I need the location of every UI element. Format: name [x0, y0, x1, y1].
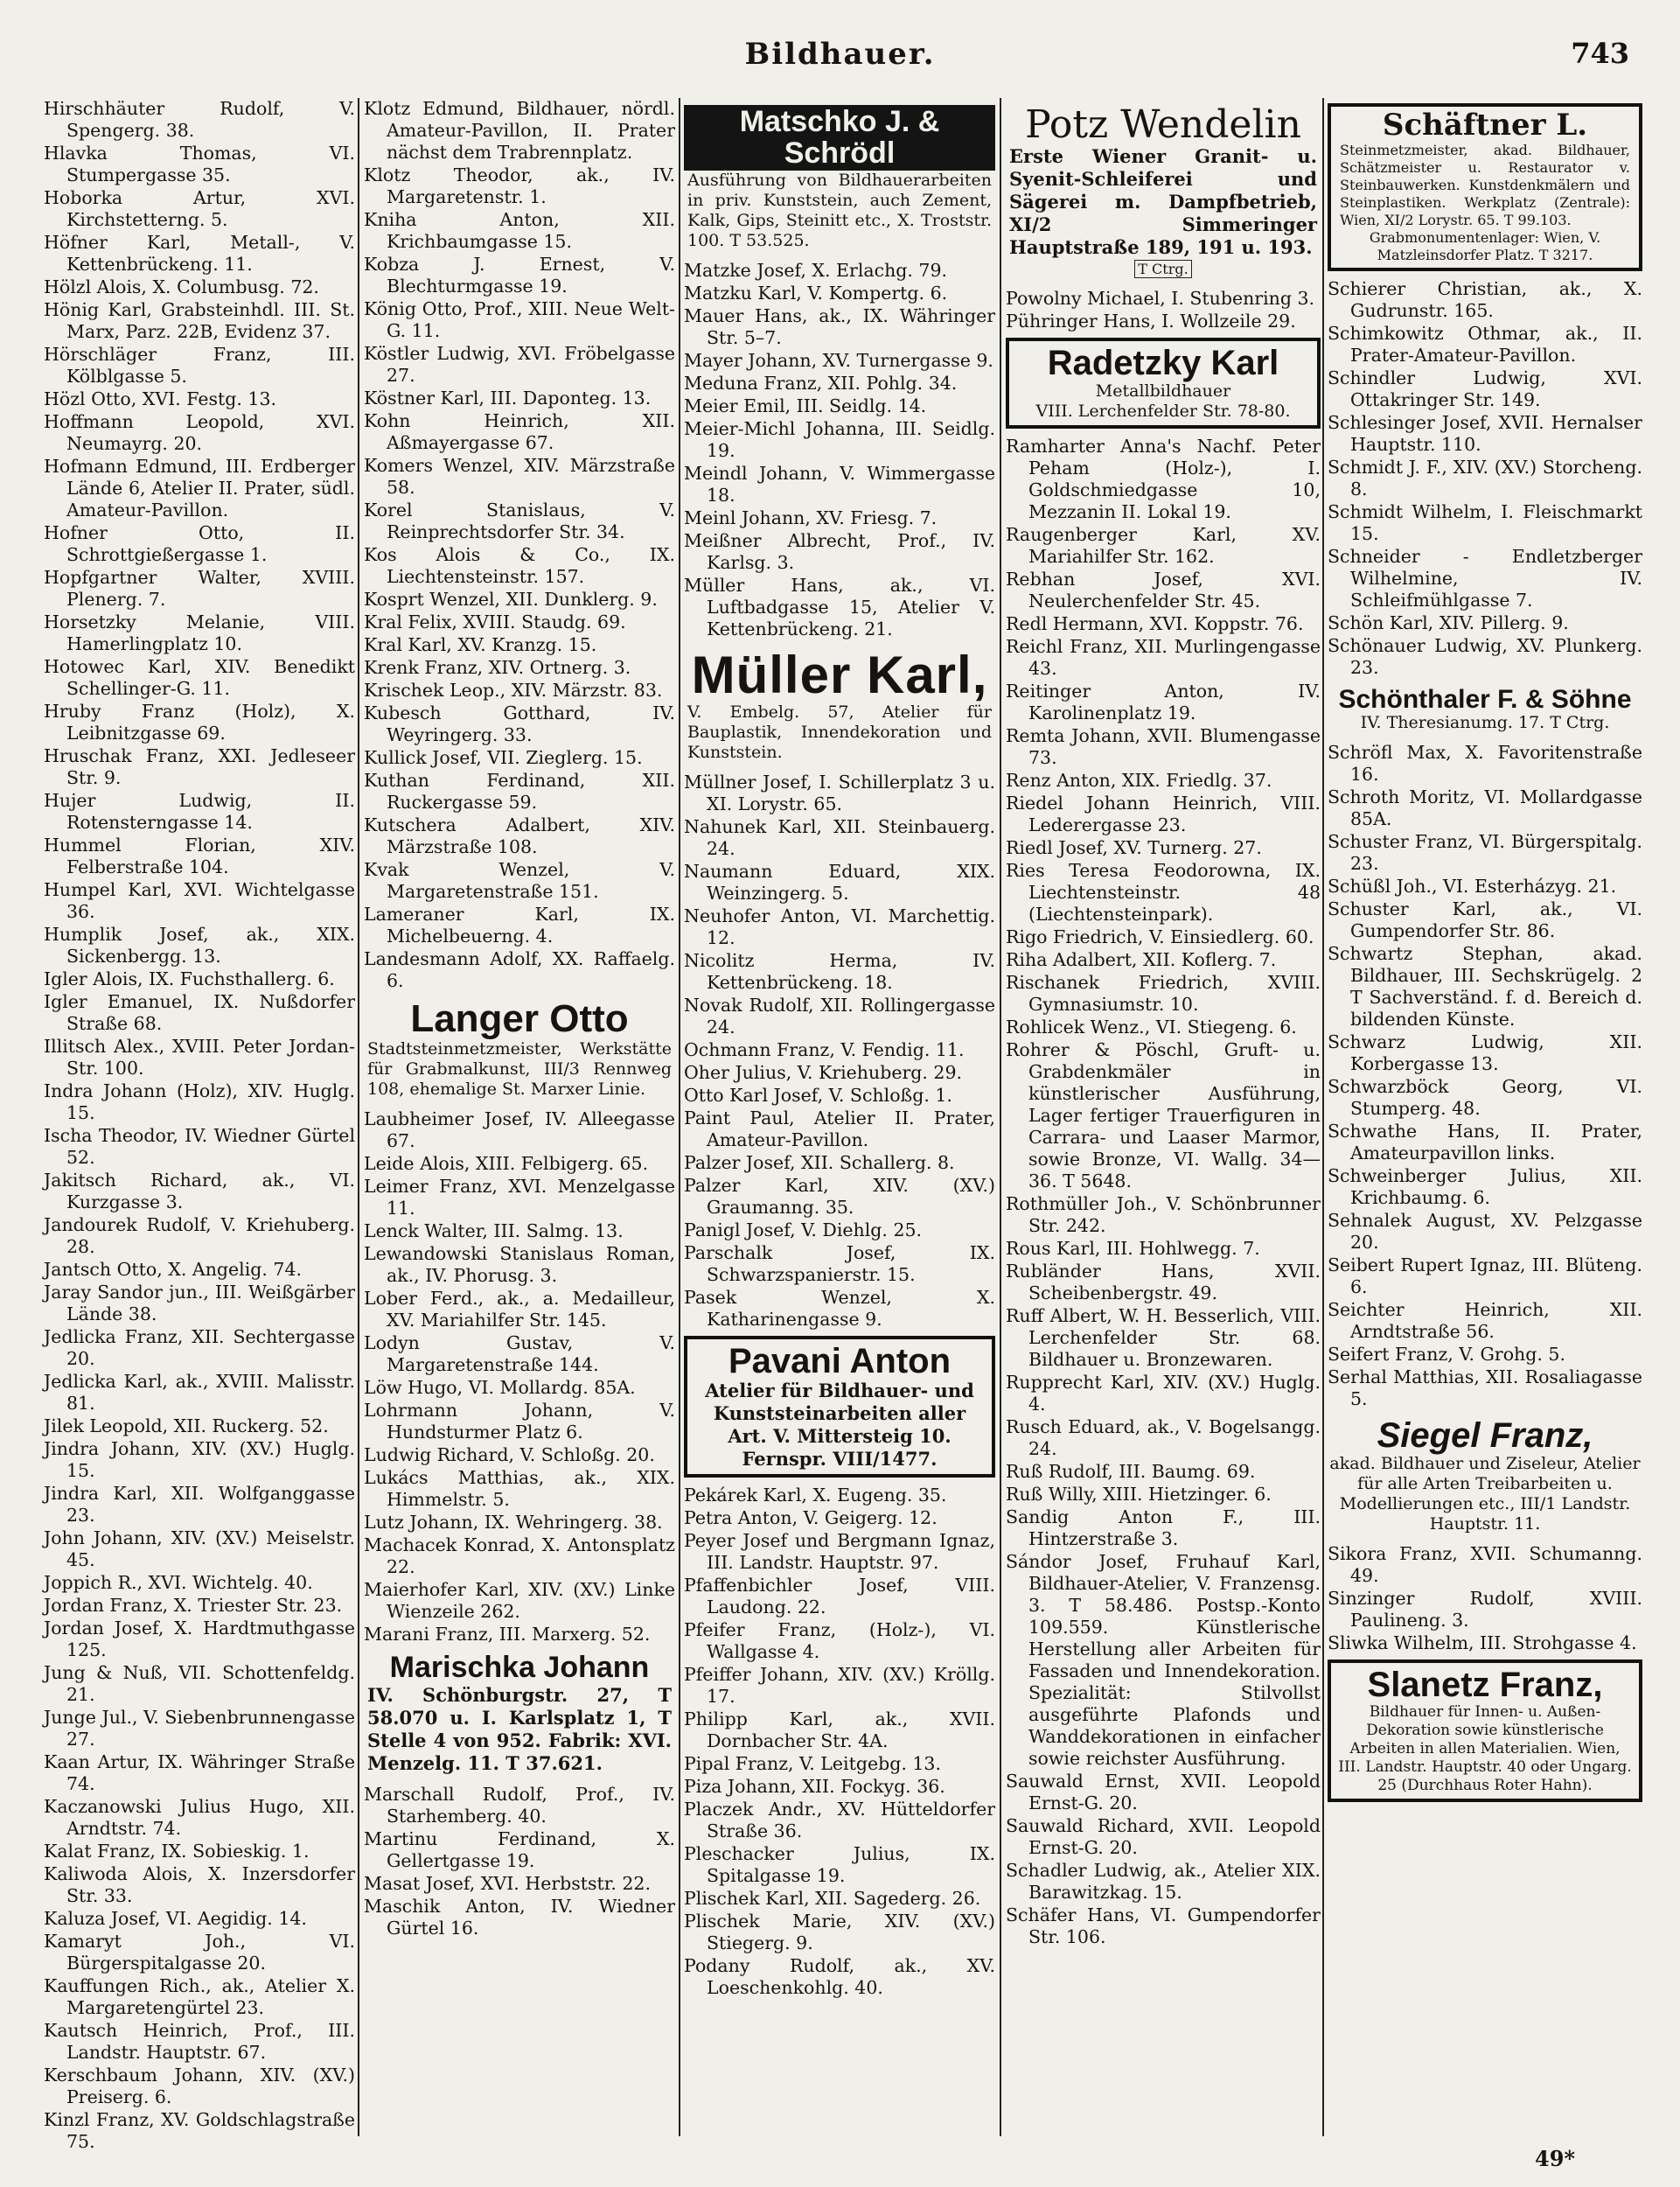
directory-entry: Kuthan Ferdinand, XII. Ruckergasse 59. [364, 770, 675, 813]
directory-entry: Sauwald Ernst, XVII. Leopold Ernst-G. 20. [1006, 1771, 1321, 1814]
ad-name: Slanetz Franz, [1367, 1666, 1603, 1705]
ad-radetzky-karl [1006, 338, 1321, 429]
directory-entry: Rous Karl, III. Hohlwegg. 7. [1006, 1238, 1260, 1260]
directory-entry: Rupprecht Karl, XIV. (XV.) Huglg. 4. [1006, 1372, 1321, 1415]
ad-pavani-anton [684, 1336, 995, 1478]
column-divider [1000, 98, 1001, 2136]
directory-entry: Hirschhäuter Rudolf, V. Spengerg. 38. [44, 98, 355, 141]
directory-entry: Kautsch Heinrich, Prof., III. Landstr. Hauptstr. 67. [44, 2020, 355, 2063]
directory-entry: Naumann Eduard, XIX. Weinzingerg. 5. [684, 861, 995, 905]
directory-entry: Kral Felix, XVIII. Staudg. 69. [364, 611, 626, 632]
directory-entry: Sehnalek August, XV. Pelzgasse 20. [1328, 1210, 1642, 1254]
directory-entry: Serhal Matthias, XII. Rosaliagasse 5. [1328, 1366, 1642, 1410]
ad-name: Pavani Anton [728, 1342, 952, 1381]
directory-entry: Klotz Theodor, ak., IV. Margaretenstr. 1. [364, 164, 675, 207]
ad-matschko [684, 103, 995, 253]
directory-entry: Kutschera Adalbert, XIV. Märzstraße 108. [364, 814, 675, 857]
directory-entry: Schön Karl, XIV. Pillerg. 9. [1328, 611, 1569, 633]
directory-entry: Jindra Johann, XIV. (XV.) Huglg. 15. [44, 1438, 355, 1481]
directory-entry: Schindler Ludwig, XVI. Ottakringer Str. 149. [1328, 367, 1642, 410]
directory-entry: Hoffmann Leopold, XVI. Neumayrg. 20. [44, 411, 355, 454]
directory-entry: Otto Karl Josef, V. Schloßg. 1. [684, 1085, 952, 1107]
directory-entry: Jung & Nuß, VII. Schottenfeldg. 21. [44, 1662, 355, 1705]
directory-entry: Schwarz Ludwig, XII. Korbergasse 13. [1328, 1031, 1642, 1075]
entry-list [684, 1485, 995, 1999]
directory-entry: Jantsch Otto, X. Angelig. 74. [44, 1259, 303, 1280]
directory-entry: Machacek Konrad, X. Antonsplatz 22. [364, 1534, 675, 1578]
directory-entry: Igler Emanuel, IX. Nußdorfer Straße 68. [44, 991, 355, 1034]
directory-entry: Rohlicek Wenz., VI. Stiegeng. 6. [1006, 1017, 1297, 1038]
directory-entry: Lukács Matthias, ak., XIX. Himmelstr. 5. [364, 1467, 675, 1511]
directory-entry: Maierhofer Karl, XIV. (XV.) Linke Wienzeile 262. [364, 1579, 675, 1623]
ad-text: IV. Theresianumg. 17. T Ctrg. [1360, 713, 1610, 733]
directory-entry: Remta Johann, XVII. Blumengasse 73. [1006, 725, 1321, 769]
directory-entry: Schmidt Wilhelm, I. Fleischmarkt 15. [1328, 500, 1642, 544]
directory-entry: Kalat Franz, IX. Sobieskig. 1. [44, 1841, 310, 1862]
directory-entry: Krischek Leop., XIV. Märzstr. 83. [364, 680, 663, 701]
ad-name: Langer Otto [410, 997, 629, 1040]
directory-entry: Kohn Heinrich, XII. Aßmayergasse 67. [364, 410, 675, 453]
signature-mark: 49* [1535, 2146, 1575, 2171]
page-title: Bildhauer. [744, 37, 936, 72]
directory-entry: Lenck Walter, III. Salmg. 13. [364, 1220, 624, 1242]
directory-entry: Neuhofer Anton, VI. Marchettig. 12. [684, 905, 995, 949]
directory-entry: Seifert Franz, V. Grohg. 5. [1328, 1344, 1565, 1366]
ad-text: Stadtsteinmetzmeister, Werkstätte für Grabmalkunst, III/3 Rennweg 108, ehemalige St. Marxer Linie. [367, 1039, 672, 1100]
column-5 [1328, 98, 1642, 2136]
directory-entry: Philipp Karl, ak., XVII. Dornbacher Str. 4A. [684, 1708, 995, 1752]
directory-entry: Matzke Josef, X. Erlachg. 79. [684, 260, 948, 282]
directory-entry: Plischek Karl, XII. Sagederg. 26. [684, 1888, 981, 1910]
column-1 [44, 98, 355, 2152]
directory-entry: Hörschläger Franz, III. Kölblgasse 5. [44, 344, 355, 387]
directory-entry: Kullick Josef, VII. Zieglerg. 15. [364, 747, 643, 768]
directory-entry: Jilek Leopold, XII. Ruckerg. 52. [44, 1415, 329, 1436]
directory-entry: Pekárek Karl, X. Eugeng. 35. [684, 1485, 947, 1506]
directory-entry: Hotowec Karl, XIV. Benedikt Schellinger-G. 11. [44, 656, 355, 699]
directory-entry: Schüßl Joh., VI. Esterházyg. 21. [1328, 876, 1617, 898]
directory-entry: Marani Franz, III. Marxerg. 52. [364, 1624, 651, 1645]
directory-entry: Palzer Josef, XII. Schallerg. 8. [684, 1152, 955, 1174]
directory-entry: Leimer Franz, XVI. Menzelgasse 11. [364, 1176, 675, 1219]
directory-entry: Redl Hermann, XVI. Koppstr. 76. [1006, 613, 1304, 635]
directory-entry: Hujer Ludwig, II. Rotensterngasse 14. [44, 790, 355, 833]
directory-entry: Lutz Johann, IX. Wehringerg. 38. [364, 1512, 663, 1534]
directory-entry: Schäfer Hans, VI. Gumpendorfer Str. 106. [1006, 1904, 1321, 1948]
directory-entry: Jindra Karl, XII. Wolfganggasse 23. [44, 1483, 355, 1526]
directory-entry: Kerschbaum Johann, XIV. (XV.) Preiserg. 6. [44, 2065, 355, 2107]
directory-entry: Meier Emil, III. Seidlg. 14. [684, 395, 927, 417]
directory-entry: Schweinberger Julius, XII. Krichbaumg. 6. [1328, 1165, 1642, 1209]
directory-entry: Pfaffenbichler Josef, VIII. Laudong. 22. [684, 1575, 995, 1618]
directory-entry: Novak Rudolf, XII. Rollingergasse 24. [684, 995, 995, 1038]
directory-entry: Maschik Anton, IV. Wiedner Gürtel 16. [364, 1895, 675, 1939]
directory-entry: Schmidt J. F., XIV. (XV.) Storcheng. 8. [1328, 456, 1642, 500]
directory-entry: Sandig Anton F., III. Hintzerstraße 3. [1006, 1506, 1321, 1550]
column-divider [358, 98, 359, 2136]
column-divider [1322, 98, 1324, 2136]
entry-list [1328, 742, 1642, 1410]
directory-entry: Lober Ferd., ak., a. Medailleur, XV. Mariahilfer Str. 145. [364, 1288, 675, 1331]
ad-mueller-karl [684, 646, 995, 765]
directory-entry: Ruß Willy, XIII. Hietzinger. 6. [1006, 1484, 1272, 1506]
directory-entry: Löw Hugo, VI. Mollardg. 85A. [364, 1377, 636, 1399]
ad-slanetz-franz [1328, 1659, 1642, 1802]
directory-entry: Kaluza Josef, VI. Aegidig. 14. [44, 1908, 307, 1929]
directory-entry: Schadler Ludwig, ak., Atelier XIX. Barawitzkag. 15. [1006, 1860, 1321, 1904]
directory-entry: Joppich R., XVI. Wichtelg. 40. [44, 1572, 313, 1593]
directory-entry: Jaray Sandor jun., III. Weißgärber Lände 38. [44, 1282, 355, 1324]
directory-entry: Panigl Josef, V. Diehlg. 25. [684, 1219, 923, 1241]
ad-sub: Grabmonumentenlager: Wien, V. Matzleinsdorfer Platz. T 3217. [1369, 228, 1601, 263]
directory-entry: Kamaryt Joh., VI. Bürgerspitalgasse 20. [44, 1931, 355, 1974]
directory-entry: Kobza J. Ernest, V. Blechturmgasse 19. [364, 254, 675, 297]
directory-entry: Rohrer & Pöschl, Gruft- u. Grabdenkmäler in künstlerischer Ausführung, Lager fertiger Trauerfiguren in Carrara- und Laaser Marmor, sowie Bronze, VI. Wallg. 34—36. T 5648. [1006, 1039, 1321, 1192]
directory-entry: Igler Alois, IX. Fuchsthallerg. 6. [44, 968, 335, 989]
directory-entry: Mauer Hans, ak., IX. Währinger Str. 5–7. [684, 305, 995, 349]
directory-entry: Kaliwoda Alois, X. Inzersdorfer Str. 33. [44, 1863, 355, 1906]
directory-entry: Pleschacker Julius, IX. Spitalgasse 19. [684, 1843, 995, 1887]
column-divider [679, 98, 680, 2136]
entry-list [364, 1784, 675, 1939]
directory-entry: Kaczanowski Julius Hugo, XII. Arndtstr. 74. [44, 1796, 355, 1839]
directory-entry: Hofner Otto, II. Schrottgießergasse 1. [44, 522, 355, 565]
directory-entry: Klotz Edmund, Bildhauer, nördl. Amateur-Pavillon, II. Prater nächst dem Trabrennplatz. [364, 98, 675, 163]
entry-list [1006, 436, 1321, 1948]
ad-name: Müller Karl, [691, 646, 988, 705]
directory-entry: Kniha Anton, XII. Krichbaumgasse 15. [364, 209, 675, 252]
directory-entry: Kvak Wenzel, V. Margaretenstraße 151. [364, 859, 675, 902]
directory-entry: Korel Stanislaus, V. Reinprechtsdorfer Str. 34. [364, 500, 675, 542]
directory-entry: Piza Johann, XII. Fockyg. 36. [684, 1776, 945, 1798]
directory-entry: Schönauer Ludwig, XV. Plunkerg. 23. [1328, 634, 1642, 678]
directory-entry: Illitsch Alex., XVIII. Peter Jordan-Str. 100. [44, 1036, 355, 1079]
ad-tel: T Ctrg. [1134, 260, 1191, 278]
directory-entry: Pipal Franz, V. Leitgebg. 13. [684, 1753, 941, 1775]
directory-entry: Reichl Franz, XII. Murlingengasse 43. [1006, 636, 1321, 680]
directory-entry: Komers Wenzel, XIV. Märzstraße 58. [364, 455, 675, 498]
entry-list [1328, 278, 1642, 679]
directory-entry: Rusch Eduard, ak., V. Bogelsangg. 24. [1006, 1416, 1321, 1460]
ad-text: Steinmetzmeister, akad. Bildhauer, Schätzmeister u. Restaurator v. Steinbauwerken. Kunstdenkmälern und Steinplastiken. Werkplatz (Zentrale): Wien, XI/2 Lorystr. 65. T 99.103. [1340, 141, 1630, 228]
directory-entry: Krenk Franz, XIV. Ortnerg. 3. [364, 657, 631, 678]
directory-entry: Hofmann Edmund, III. Erdberger Lände 6, Atelier II. Prater, südl. Amateur-Pavillon. [44, 456, 355, 521]
directory-entry: Lohrmann Johann, V. Hundsturmer Platz 6. [364, 1400, 675, 1443]
directory-entry: Müller Hans, ak., VI. Luftbadgasse 15, Atelier V. Kettenbrückeng. 21. [684, 575, 995, 640]
directory-entry: Pfeiffer Johann, XIV. (XV.) Kröllg. 17. [684, 1664, 995, 1708]
directory-entry: Rigo Friedrich, V. Einsiedlerg. 60. [1006, 926, 1314, 948]
directory-entry: Höfner Karl, Metall-, V. Kettenbrückeng. 11. [44, 232, 355, 275]
directory-entry: Schlesinger Josef, XVII. Hernalser Hauptstr. 110. [1328, 411, 1642, 455]
ad-siegel-franz [1328, 1415, 1642, 1536]
directory-entry: Jedlicka Karl, ak., XVIII. Malisstr. 81. [44, 1371, 355, 1414]
ad-name: Schönthaler F. & Söhne [1338, 684, 1632, 714]
directory-entry: Powolny Michael, I. Stubenring 3. [1006, 288, 1315, 310]
directory-entry: Matzku Karl, V. Kompertg. 6. [684, 283, 948, 304]
ad-phone: Fernspr. VIII/1477. [742, 1448, 938, 1471]
directory-entry: Sinzinger Rudolf, XVIII. Paulineng. 3. [1328, 1588, 1642, 1632]
directory-entry: Sliwka Wilhelm, III. Strohgasse 4. [1328, 1632, 1637, 1654]
page-number: 743 [1571, 37, 1629, 70]
ad-name: Matschko J. & Schrödl [684, 105, 995, 171]
directory-entry: Kosprt Wenzel, XII. Dunklerg. 9. [364, 589, 658, 610]
directory-entry: Hlavka Thomas, VI. Stumpergasse 35. [44, 143, 355, 185]
directory-entry: Kos Alois & Co., IX. Liechtensteinstr. 157. [364, 544, 675, 587]
directory-entry: Hruschak Franz, XXI. Jedleseer Str. 9. [44, 745, 355, 788]
directory-entry: Rubländer Hans, XVII. Scheibenbergstr. 49. [1006, 1261, 1321, 1304]
entry-list [364, 98, 675, 992]
directory-entry: Kinzl Franz, XV. Goldschlagstraße 75. [44, 2109, 355, 2152]
directory-entry: Podany Rudolf, ak., XV. Loeschenkohlg. 40. [684, 1955, 995, 1999]
directory-entry: Meduna Franz, XII. Pohlg. 34. [684, 373, 958, 395]
directory-entry: Riedel Johann Heinrich, VIII. Lederergasse 23. [1006, 793, 1321, 836]
entry-list [684, 772, 995, 1331]
directory-entry: Rebhan Josef, XVI. Neulerchenfelder Str. 45. [1006, 569, 1321, 612]
directory-entry: Ludwig Richard, V. Schloßg. 20. [364, 1444, 655, 1466]
directory-entry: Leide Alois, XIII. Felbigerg. 65. [364, 1153, 649, 1175]
directory-entry: Hoborka Artur, XVI. Kirchstetterng. 5. [44, 187, 355, 230]
ad-line2: VIII. Lerchenfelder Str. 78-80. [1035, 402, 1291, 422]
directory-entry: Schwathe Hans, II. Prater, Amateurpavillon links. [1328, 1121, 1642, 1164]
ad-potz-wendelin [1006, 103, 1321, 281]
directory-entry: Meinl Johann, XV. Friesg. 7. [684, 507, 938, 529]
directory-entry: Humplik Josef, ak., XIX. Sickenbergg. 13. [44, 924, 355, 967]
directory-entry: Pasek Wenzel, X. Katharinengasse 9. [684, 1287, 995, 1331]
directory-entry: Lodyn Gustav, V. Margaretenstraße 144. [364, 1332, 675, 1376]
directory-entry: Lewandowski Stanislaus Roman, ak., IV. Phorusg. 3. [364, 1243, 675, 1287]
directory-entry: Plischek Marie, XIV. (XV.) Stiegerg. 9. [684, 1911, 995, 1954]
directory-entry: Marschall Rudolf, Prof., IV. Starhemberg. 40. [364, 1783, 675, 1827]
ad-text: Atelier für Bildhauer- und Kunststeinarbeiten aller Art. V. Mittersteig 10. [705, 1380, 974, 1448]
directory-entry: Laubheimer Josef, IV. Alleegasse 67. [364, 1108, 675, 1152]
ad-text: Ausführung von Bildhauerarbeiten in priv. Kunststein, auch Zement, Kalk, Gips, Steinitt etc., X. Troststr. 100. T 53.525. [687, 171, 992, 251]
directory-entry: John Johann, XIV. (XV.) Meiselstr. 45. [44, 1527, 355, 1570]
directory-entry: Schuster Karl, ak., VI. Gumpendorfer Str. 86. [1328, 898, 1642, 942]
directory-entry: Sauwald Richard, XVII. Leopold Ernst-G. 20. [1006, 1815, 1321, 1859]
directory-entry: Jedlicka Franz, XII. Sechtergasse 20. [44, 1326, 355, 1369]
directory-entry: Schröfl Max, X. Favoritenstraße 16. [1328, 742, 1642, 786]
directory-entry: Parschalk Josef, IX. Schwarzspanierstr. 15. [684, 1242, 995, 1286]
directory-entry: Nicolitz Herma, IV. Kettenbrückeng. 18. [684, 950, 995, 994]
directory-entry: Hummel Florian, XIV. Felberstraße 104. [44, 835, 355, 877]
directory-entry: Renz Anton, XIX. Friedlg. 37. [1006, 770, 1272, 792]
entry-list [1328, 1543, 1642, 1654]
ad-name: Radetzky Karl [1047, 344, 1279, 383]
directory-entry: Sikora Franz, XVII. Schumanng. 49. [1328, 1543, 1642, 1587]
ad-name: Potz Wendelin [1025, 102, 1301, 147]
column-3 [684, 98, 995, 2136]
directory-entry: Martinu Ferdinand, X. Gellertgasse 19. [364, 1827, 675, 1871]
directory-entry: Schroth Moritz, VI. Mollardgasse 85A. [1328, 786, 1642, 830]
directory-entry: Oher Julius, V. Kriehuberg. 29. [684, 1062, 963, 1084]
ad-schaeftner [1328, 103, 1642, 271]
ad-line1: Metallbildhauer [1095, 381, 1231, 402]
ad-marischka-johann [364, 1651, 675, 1777]
directory-entry: Jandourek Rudolf, V. Kriehuberg. 28. [44, 1214, 355, 1257]
entry-list [1006, 288, 1321, 332]
directory-entry: Schierer Christian, ak., X. Gudrunstr. 165. [1328, 277, 1642, 321]
directory-entry: Paint Paul, Atelier II. Prater, Amateur-Pavillon. [684, 1107, 995, 1151]
directory-entry: Ries Teresa Feodorowna, IX. Liechtensteinstr. 48 (Liechtensteinpark). [1006, 860, 1321, 926]
directory-entry: Schneider - Endletzberger Wilhelmine, IV. Schleifmühlgasse 7. [1328, 545, 1642, 611]
directory-entry: Schwartz Stephan, akad. Bildhauer, III. Sechskrügelg. 2 T Sachverständ. f. d. Bereich d. bildenden Künste. [1328, 943, 1642, 1031]
directory-entry: Meindl Johann, V. Wimmergasse 18. [684, 463, 995, 507]
ad-name: Siegel Franz, [1377, 1416, 1593, 1456]
directory-entry: Kaan Artur, IX. Währinger Straße 74. [44, 1751, 355, 1794]
column-2 [364, 98, 675, 2136]
directory-entry: Köstner Karl, III. Daponteg. 13. [364, 388, 652, 409]
directory-entry: Meier-Michl Johanna, III. Seidlg. 19. [684, 418, 995, 462]
directory-entry: Jordan Josef, X. Hardtmuthgasse 125. [44, 1618, 355, 1660]
directory-entry: Lameraner Karl, IX. Michelbeuerng. 4. [364, 904, 675, 947]
directory-entry: Masat Josef, XVI. Herbststr. 22. [364, 1872, 651, 1894]
directory-entry: Rischanek Friedrich, XVIII. Gymnasiumstr. 10. [1006, 972, 1321, 1016]
directory-entry: Nahunek Karl, XII. Steinbauerg. 24. [684, 816, 995, 860]
directory-entry: Mayer Johann, XV. Turnergasse 9. [684, 350, 993, 372]
ad-text: Bildhauer für Innen- u. Außen-Dekoration sowie künstlerische Arbeiten in allen Materialien. Wien, III. Landstr. Hauptstr. 40 oder Ungarg. 25 (Durchhaus Roter Hahn). [1338, 1703, 1632, 1795]
directory-entry: Kral Karl, XV. Kranzg. 15. [364, 634, 597, 655]
directory-entry: Sándor Josef, Fruhauf Karl, Bildhauer-Atelier, V. Franzensg. 3. T 58.486. Postsp.-Konto 109.559. Künstlerische Herstellung aller Arbeiten für Fassaden und Innendekoration. Spezialität: Stilvollst ausgeführte Plafonds und Wanddekorationen in einfacher sowie reichster Ausführung. [1006, 1551, 1321, 1770]
directory-entry: Jordan Franz, X. Triester Str. 23. [44, 1595, 343, 1616]
directory-entry: Ochmann Franz, V. Fendig. 11. [684, 1039, 965, 1061]
directory-entry: Raugenberger Karl, XV. Mariahilfer Str. 162. [1006, 524, 1321, 568]
directory-entry: Humpel Karl, XVI. Wichtelgasse 36. [44, 879, 355, 922]
directory-entry: Hölzl Alois, X. Columbusg. 72. [44, 276, 319, 297]
directory-entry: Indra Johann (Holz), XIV. Huglg. 15. [44, 1080, 355, 1123]
directory-entry: Palzer Karl, XIV. (XV.) Graumanng. 35. [684, 1175, 995, 1219]
ad-schoenthaler [1328, 684, 1642, 736]
directory-entry: Reitinger Anton, IV. Karolinenplatz 19. [1006, 681, 1321, 724]
directory-entry: Ramharter Anna's Nachf. Peter Peham (Holz-), I. Goldschmiedgasse 10, Mezzanin II. Lokal 19. [1006, 436, 1321, 523]
column-4 [1006, 98, 1321, 2136]
directory-entry: Petra Anton, V. Geigerg. 12. [684, 1507, 938, 1529]
directory-entry: Seichter Heinrich, XII. Arndtstraße 56. [1328, 1299, 1642, 1343]
directory-entry: Jakitsch Richard, ak., VI. Kurzgasse 3. [44, 1170, 355, 1212]
directory-entry: Kubesch Gotthard, IV. Weyringerg. 33. [364, 702, 675, 745]
directory-entry: Hönig Karl, Grabsteinhdl. III. St. Marx, Parz. 22B, Evidenz 37. [44, 299, 355, 342]
directory-entry: Schimkowitz Othmar, ak., II. Prater-Amateur-Pavillon. [1328, 322, 1642, 366]
directory-entry: Seibert Rupert Ignaz, III. Blüteng. 6. [1328, 1254, 1642, 1298]
ad-text: Erste Wiener Granit- u. Syenit-Schleiferei und Sägerei m. Dampfbetrieb, XI/2 Simmeringer Hauptstraße 189, 191 u. 193. [1009, 145, 1317, 259]
ad-name: Marischka Johann [389, 1651, 650, 1685]
directory-entry: Riedl Josef, XV. Turnerg. 27. [1006, 837, 1262, 859]
directory-entry: Ischa Theodor, IV. Wiedner Gürtel 52. [44, 1125, 355, 1168]
directory-entry: Ruff Albert, W. H. Besserlich, VIII. Lerchenfelder Str. 68. Bildhauer u. Bronzewaren. [1006, 1305, 1321, 1371]
directory-entry: Pfeifer Franz, (Holz-), VI. Wallgasse 4. [684, 1619, 995, 1663]
directory-entry: Horsetzky Melanie, VIII. Hamerlingplatz 10. [44, 611, 355, 654]
directory-entry: Rothmüller Joh., V. Schönbrunner Str. 242. [1006, 1193, 1321, 1237]
directory-entry: Ruß Rudolf, III. Baumg. 69. [1006, 1461, 1256, 1483]
directory-entry: Peyer Josef und Bergmann Ignaz, III. Landstr. Hauptstr. 97. [684, 1530, 995, 1574]
ad-name: Schäftner L. [1382, 108, 1588, 143]
directory-entry: Köstler Ludwig, XVI. Fröbelgasse 27. [364, 343, 675, 386]
directory-entry: Hopfgartner Walter, XVIII. Plenerg. 7. [44, 567, 355, 610]
directory-entry: Hözl Otto, XVI. Festg. 13. [44, 388, 277, 409]
ad-text: V. Embelg. 57, Atelier für Bauplastik, Innendekoration und Kunststein. [687, 702, 992, 763]
ad-text: akad. Bildhauer und Ziseleur, Atelier für alle Arten Treibarbeiten u. Modellierungen etc., III/1 Landstr. Hauptstr. 11. [1329, 1454, 1641, 1534]
directory-entry: Placzek Andr., XV. Hütteldorfer Straße 36. [684, 1799, 995, 1842]
directory-entry: Schwarzböck Georg, VI. Stumperg. 48. [1328, 1076, 1642, 1120]
directory-entry: Landesmann Adolf, XX. Raffaelg. 6. [364, 948, 675, 991]
entry-list [44, 98, 355, 2153]
directory-entry: König Otto, Prof., XIII. Neue Welt-G. 11. [364, 298, 675, 341]
directory-entry: Riha Adalbert, XII. Koflerg. 7. [1006, 949, 1277, 971]
directory-entry: Schuster Franz, VI. Bürgerspitalg. 23. [1328, 831, 1642, 875]
ad-text: IV. Schönburgstr. 27, T 58.070 u. I. Karlsplatz 1, T Stelle 4 von 952. Fabrik: XVI. Menzelg. 11. T 37.621. [367, 1683, 672, 1774]
directory-entry: Junge Jul., V. Siebenbrunnengasse 27. [44, 1707, 355, 1750]
entry-list [364, 1108, 675, 1645]
entry-list [684, 260, 995, 640]
ad-langer-otto [364, 997, 675, 1101]
directory-entry: Meißner Albrecht, Prof., IV. Karlsg. 3. [684, 530, 995, 574]
directory-entry: Kauffungen Rich., ak., Atelier X. Margaretengürtel 23. [44, 1975, 355, 2018]
directory-entry: Müllner Josef, I. Schillerplatz 3 u. XI. Lorystr. 65. [684, 772, 995, 815]
directory-entry: Pühringer Hans, I. Wollzeile 29. [1006, 311, 1296, 332]
directory-entry: Hruby Franz (Holz), X. Leibnitzgasse 69. [44, 701, 355, 744]
